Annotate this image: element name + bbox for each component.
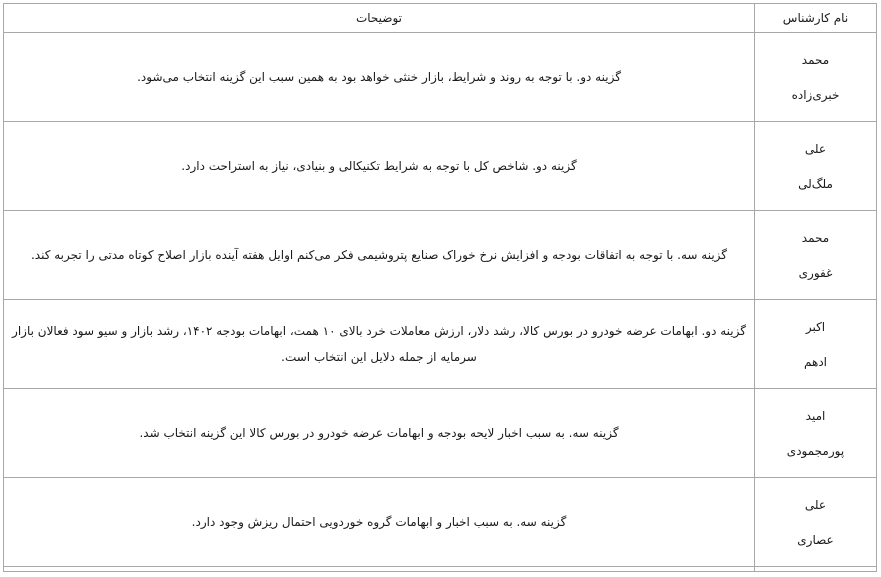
expert-last-name: عصاری [797, 532, 834, 547]
cut-off-cell [755, 567, 877, 572]
table-body [4, 33, 877, 572]
table-row [4, 300, 877, 389]
expert-name-cell [755, 122, 877, 211]
expert-name-cell [755, 389, 877, 478]
expert-last-name: خبری‌زاده [791, 87, 840, 102]
expert-description: گزینه سه. به سبب اخبار و ابهامات گروه خوردویی احتمال ریزش وجود دارد. [4, 478, 755, 567]
table-row [4, 33, 877, 122]
expert-last-name: ادهم [804, 354, 827, 369]
expert-description: گزینه دو. شاخص کل با توجه به شرایط تکنیکالی و بنیادی، نیاز به استراحت دارد. [4, 122, 755, 211]
expert-last-name: ملگ‌لی [798, 176, 833, 191]
expert-first-name: محمد [801, 52, 830, 67]
expert-first-name: علی [804, 141, 827, 156]
table-row [4, 478, 877, 567]
expert-last-name: پورمجمودی [786, 443, 845, 458]
header-row [4, 4, 877, 33]
table-row-cut-off [4, 567, 877, 572]
expert-description: گزینه سه. با توجه به اتفاقات بودجه و افزایش نرخ خوراک صنایع پتروشیمی فکر می‌کنم اوایل هفته آینده بازار اصلاح کوتاه مدتی را تجربه کند. [4, 211, 755, 300]
expert-first-name: محمد [801, 230, 830, 245]
header-expert-name: نام کارشناس [755, 4, 877, 33]
expert-name-cell [755, 300, 877, 389]
expert-description: گزینه دو. ابهامات عرضه خودرو در بورس کالا، رشد دلار، ارزش معاملات خرد بالای ۱۰ همت، ابهامات بودجه ۱۴۰۲، رشد بازار و سیو سود فعالان بازار سرمایه از جمله دلایل این انتخاب است. [4, 300, 755, 389]
expert-description: گزینه دو. با توجه به روند و شرایط، بازار خنثی خواهد بود به همین سبب این گزینه انتخاب می‌شود. [4, 33, 755, 122]
expert-first-name: اکبر [805, 319, 826, 334]
expert-first-name: امید [805, 408, 826, 423]
expert-name-cell [755, 33, 877, 122]
table-row [4, 389, 877, 478]
cut-off-cell [4, 567, 755, 572]
expert-first-name: علی [804, 497, 827, 512]
expert-last-name: غفوری [798, 265, 833, 280]
experts-table [3, 3, 877, 572]
expert-description: گزینه سه. به سبب اخبار لایحه بودجه و ابهامات عرضه خودرو در بورس کالا این گزینه انتخاب شد. [4, 389, 755, 478]
header-description: توضیحات [4, 4, 755, 33]
table-row [4, 122, 877, 211]
expert-name-cell [755, 211, 877, 300]
expert-name-cell [755, 478, 877, 567]
table-header [4, 4, 877, 33]
table-row [4, 211, 877, 300]
